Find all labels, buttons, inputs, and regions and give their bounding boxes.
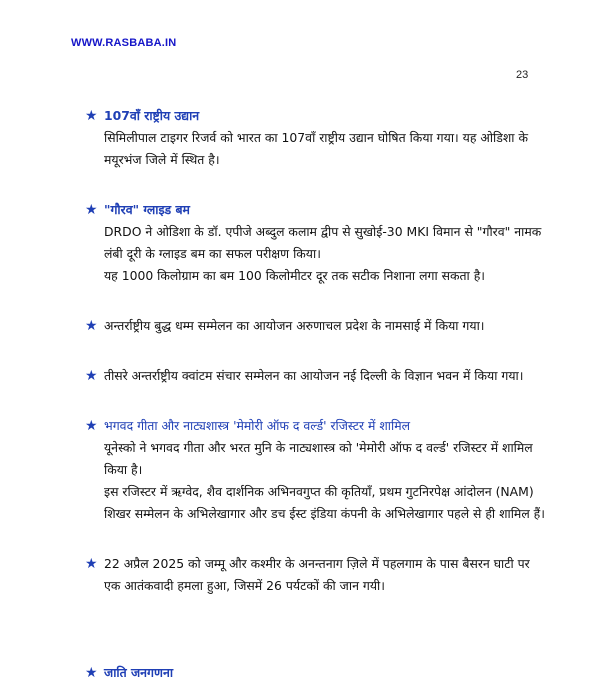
star-icon: ★ xyxy=(85,665,98,677)
item-heading: जाति जनगणना xyxy=(104,665,174,677)
star-icon: ★ xyxy=(85,318,98,334)
star-icon: ★ xyxy=(85,108,98,124)
item-paragraph: इस रजिस्टर में ऋग्वेद, शैव दार्शनिक अभिनवगुप्त की कृतियाँ, प्रथम गुटनिरपेक्ष आंदोलन (NAM) शिखर सम्मेलन के अभिलेखागार और डच ईस्ट इंडिया कंपनी के अभिलेखागार पहले से ही शामिल हैं। xyxy=(104,484,545,521)
item-heading: भगवद गीता और नाट्यशास्त्र 'मेमोरी ऑफ द वर्ल्ड' रजिस्टर में शामिल xyxy=(104,418,411,433)
list-item xyxy=(85,105,545,171)
item-heading: "गौरव" ग्लाइड बम xyxy=(104,202,190,217)
item-paragraph: DRDO ने ओडिशा के डॉ. एपीजे अब्दुल कलाम द्वीप से सुखोई-30 MKI विमान से "गौरव" नामक लंबी दूरी के ग्लाइड बम का सफल परीक्षण किया। xyxy=(104,224,542,261)
item-paragraph: अन्तर्राष्ट्रीय बुद्ध धम्म सम्मेलन का आयोजन अरुणाचल प्रदेश के नामसाई में किया गया। xyxy=(104,318,485,333)
item-heading: 107वाँ राष्ट्रीय उद्यान xyxy=(104,108,200,123)
item-paragraph: 22 अप्रैल 2025 को जम्मू और कश्मीर के अनन्तनाग ज़िले में पहलगाम के पास बैसरन घाटी पर एक आतंकवादी हमला हुआ, जिसमें 26 पर्यटकों की जान गयी। xyxy=(104,556,530,593)
list-item xyxy=(85,315,545,337)
item-paragraph: तीसरे अन्तर्राष्ट्रीय क्वांटम संचार सम्मेलन का आयोजन नई दिल्ली के विज्ञान भवन में किया गया। xyxy=(104,368,524,383)
list-item xyxy=(85,553,545,597)
item-paragraph: यह 1000 किलोग्राम का बम 100 किलोमीटर दूर तक सटीक निशाना लगा सकता है। xyxy=(104,268,485,283)
page-number: 23 xyxy=(516,69,529,81)
star-icon: ★ xyxy=(85,202,98,218)
article-body xyxy=(85,105,545,597)
star-icon: ★ xyxy=(85,418,98,434)
clipped-next-item xyxy=(85,662,545,677)
site-url[interactable]: WWW.RASBABA.IN xyxy=(71,37,177,49)
item-paragraph: सिमिलीपाल टाइगर रिजर्व को भारत का 107वाँ राष्ट्रीय उद्यान घोषित किया गया। यह ओडिशा के मयूरभंज जिले में स्थित है। xyxy=(104,130,528,167)
list-item xyxy=(85,365,545,387)
list-item xyxy=(85,415,545,525)
star-icon: ★ xyxy=(85,556,98,572)
star-icon: ★ xyxy=(85,368,98,384)
item-paragraph: यूनेस्को ने भगवद गीता और भरत मुनि के नाट्यशास्त्र को 'मेमोरी ऑफ द वर्ल्ड' रजिस्टर में शामिल किया है। xyxy=(104,440,533,477)
list-item xyxy=(85,199,545,287)
